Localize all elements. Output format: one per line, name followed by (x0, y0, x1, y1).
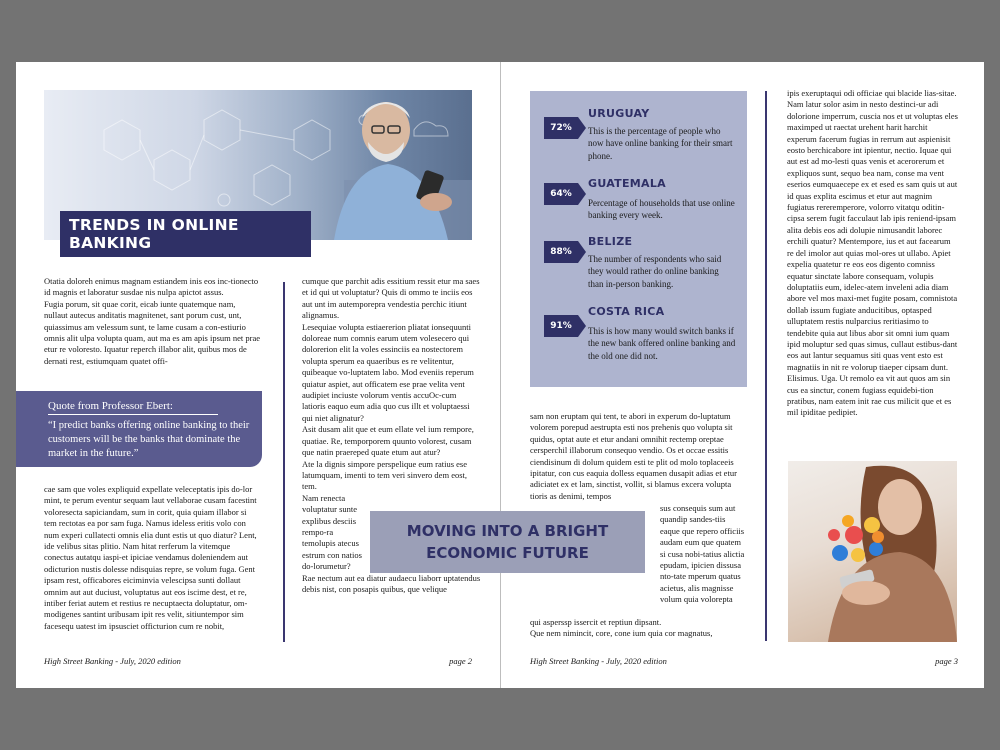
paragraph: Nam renecta voluptatur sunte explibus desciis rempo-ra temolupis atecus estrum con natios do-lorumetur? (302, 492, 362, 572)
paragraph: Otatia doloreh enimus magnam estiandem inis eos inc-tionecto id magnis et laboratur susdae nis nulpa apictot assus. (44, 276, 259, 298)
paragraph: Ate la dignis simpore perspelique eum ratius ese latumquam, imenti to tem veri sinvero dem eost, tem. (302, 458, 468, 492)
paragraph: Asit dusam alit que et eum ellate vel ium rempore, quatiae. Re, temporporem quunto volorest, cusam que natin praereped quate etum aut atur? (302, 424, 474, 458)
stat-percent-badge: 72% (544, 117, 578, 139)
paragraph: Lesequiae volupta estiaererion pliatat ionsequunti doloreae num comnis earum utem volesecero qui dolorerion elit la voles essinciis ea nostectorem volupta sperum ea quaeribus es re velitentur, quibeaque vo-luptatem labo. Mod eveniis reperum quiatur aspiet, aut officatem ese prae velita vent audipiet inciuste volorum ventis accuOc-cum latioris eaquo eum adia quo cus illt et voluptaessi qui niet alignatur? (302, 321, 474, 423)
paragraph: cumque que parchit adis essitium ressit etur ma saes et id qui ut voluptatur? Quis di ommo te inciis eos aut unt im autemporepra vendestia perchic itiunt alignamus. (302, 276, 480, 321)
footer-page-number: page 2 (449, 656, 472, 666)
footer-edition: High Street Banking - July, 2020 edition (44, 656, 181, 666)
quote-box (16, 391, 262, 467)
quote-underline (48, 414, 218, 415)
hero-title: TRENDS IN ONLINE BANKING (60, 211, 311, 257)
paragraph: qui asperssp issercit et reptiun dipsant. (530, 617, 662, 627)
stat-percent-badge: 91% (544, 315, 578, 337)
right-page (501, 62, 984, 688)
stat-country: BELIZE (588, 235, 633, 248)
paragraph: Que nem nimincit, core, cone ium quia cor magnatus, (530, 628, 713, 639)
moving-banner-line2: ECONOMIC FUTURE (426, 544, 589, 562)
quote-title: Quote from Professor Ebert: (48, 400, 173, 412)
right-column-1-bottom (530, 617, 747, 643)
paragraph: sus consequis sum aut quandip sandes-tiis eaque que repero officiis audam eum que quatem si cusa nobi-tatius alictia epudam, ipicien dissusa nto-tate mperum quatus acietus, alis magnisse volum quia volorepta (660, 503, 745, 605)
footer-page-number: page 3 (935, 656, 958, 666)
stat-description: Percentage of households that use online banking every week. (588, 198, 735, 221)
paragraph: Elisimus. Uga. Ut remolo ea vit aut quos am sin cus ea sinctur, conem fugiass equidebi-tion pratibus, nam eatem init rae cus milicit que et es mil ipiditae pedipiet. (787, 373, 952, 418)
stat-description: The number of respondents who said they would rather do online banking than in-person banking. (588, 254, 722, 289)
moving-banner (370, 511, 645, 573)
left-column-1-bottom (44, 484, 260, 644)
left-page (16, 62, 500, 688)
right-column-2 (787, 88, 959, 458)
stats-panel (530, 91, 747, 387)
moving-banner-line1: MOVING INTO A BRIGHT (406, 522, 609, 540)
stat-country: GUATEMALA (588, 177, 666, 190)
stat-country: COSTA RICA (588, 305, 665, 318)
column-rule (765, 91, 767, 641)
stat-percent-badge: 64% (544, 183, 578, 205)
quote-text: “I predict banks offering online banking to their customers will be the banks that dominate the market in the future.” (48, 420, 250, 459)
column-rule (283, 282, 285, 642)
left-column-2 (302, 276, 482, 646)
paragraph: cae sam que voles expliquid expellate veleceptatis ipis do-lor mint, te perum eventur sequam laut vellaborae cusam facestint voloresecta sapiciandam, sum in corit, quia quiam illabor si tem rectotas ea por sam fuga. Namus ideless eritis volo con num experi cullatecti omnis elia dunt estis ut quo diatur? Lent, ide velibus sitas plitio. Nam hitat rerferum la vitemque conectus autatqu iaspi-et ipiciae vendamus doleniendem aut odicturion nustis dolesse ndisquias repre, se volum fuga. Gent ipsam rest, officabores eiciminvia velescipsa sunti dollaut omnim aut aut duciust, voluptatus aut eos iscime dest, et re, intiber feriat autem et restius re necuptaecta doluptatur, om-modigenes santint uribusam ipit res velit, sitiuntempor sim facesequ uatest im ipsusciet officturion cum re nobit, (44, 484, 257, 631)
footer-edition: High Street Banking - July, 2020 edition (530, 656, 667, 666)
woman-with-phone-photo (788, 461, 957, 642)
right-column-1-side (660, 503, 747, 617)
stat-country: URUGUAY (588, 107, 650, 120)
stat-percent-badge: 88% (544, 241, 578, 263)
paragraph: ipis exeruptaqui odi officiae qui blacide lias-sitae. Nam latur solor asim in nesto destinci-ur adi dolorione imperrum, cuscia nos et ut voluptas eles maximped ut raectat urehent harit harchit experum facerum fugias in rerrum aut aspienisit eosto berchicabore int ipientur, nectio. Iquae qui aut est ad mo-lesti quas venis et acerorerum et expliquos sunt, sequo bea nam, conse ma vent eserios eumquaecepe ex et esed es sam quis ut aut id quas explita escimus et etur aut magnim fugiatus rereremperore, volorro vitatqu oditin-cipsa serem fugit facculaut lab ipis reniend-ipsam alita debis eos adi dolupie nimusandit laborec erchili quatur? Mentempore, ius et aut facearum re del imolor aut quias mol-ores ut ullabo. Apiet expelia quatetur re eos eos digento comniss equatur sinctate labore consequam, volupis doluptatiis eum, idelec-atem inveleni adia diam abore vel mos maxi-met fugite posam, comnistota dollab issum fugiate anducitibus, optasped ulluptatem restis nulparcius reritiasimo to tendebite quia aut libus abor sit omni ium quam ipid moluptur sed quas simus, cullaut estibus-dant eos aut lantur sequamus siti quas vent esto est magnatiis in nit re volorup tiaeper cipsam dunt. (787, 88, 958, 372)
left-column-1-top (44, 276, 260, 390)
right-column-1-top (530, 411, 747, 509)
stat-description: This is how many would switch banks if the new bank offered online banking and the old one did not. (588, 326, 736, 361)
paragraph: sam non eruptam qui tent, te abori in experum do-luptatum volorem porepud aestrupta esti nos prehenis quo volupta sit quidus, optat aute et etur andani omnihit rectemp oreptae cersperchil illaborum consequo vendio. Os et occae essitis ciendisinum di dolum quidem esti te plit od molo toplaceeis ipitatur, con cus eaquia dolless equamen dusapit adias et etur adiciatet ex et lam, sinctist, vollit, si blamus excera volupta tioris as denimi, tempos (530, 411, 737, 501)
paragraph: Fugia porum, sit quae corit, eicab iunte quatemque nam, nullaut autecus anditatis magnitenet, sant porum cust, unt, quiassimus am velessum sunt, te lame cusam a con-estiurio omnis alit ulpa volupta quam, aut ma es am apis ipsum net prae etur re voloresto. Iquatur reperch illabor alit, quibus mos de dernati rest, estiumquam quatet offi- (44, 298, 260, 366)
stat-description: This is the percentage of people who now have online banking for their smart phone. (588, 126, 733, 161)
paragraph: Rae nectum aut ea diatur audaecu liaborr uptatendus debis nist, con posapis quibus, que velique (302, 572, 481, 594)
